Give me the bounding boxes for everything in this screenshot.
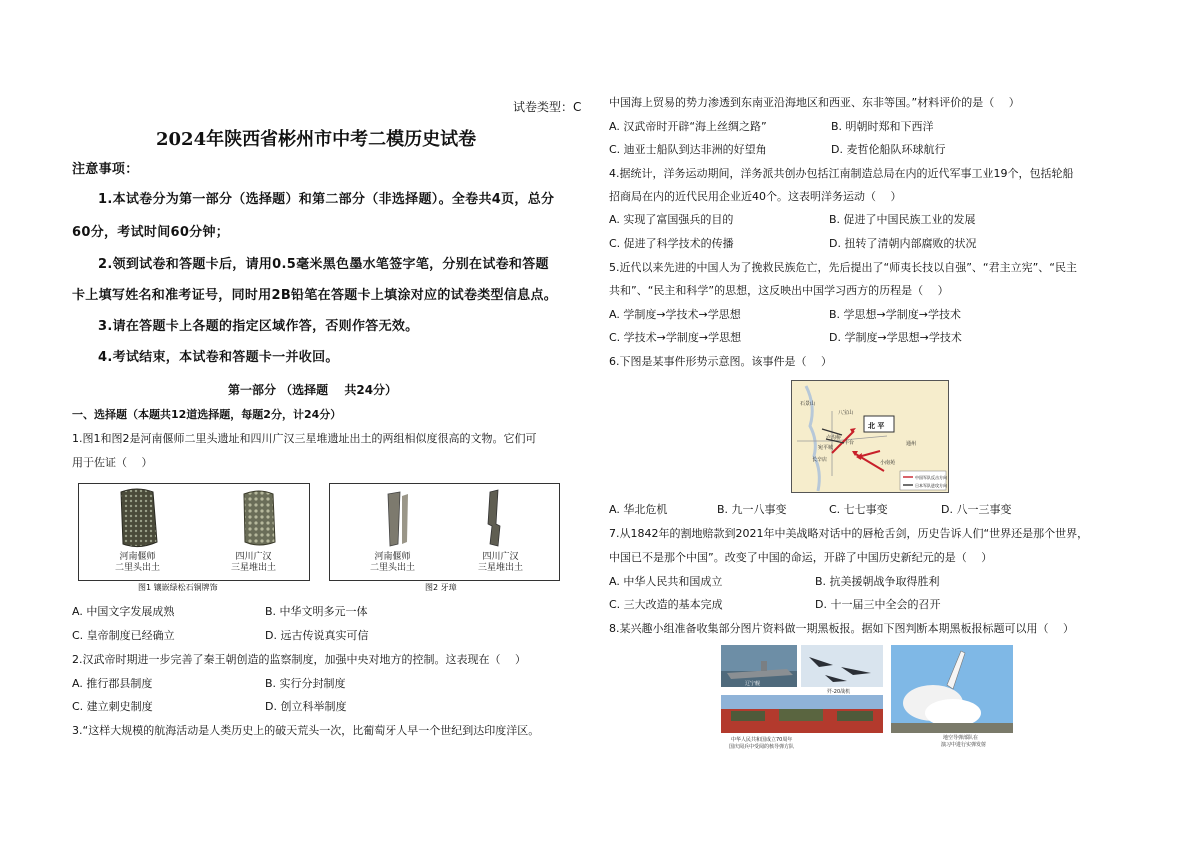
q8-photos [721, 645, 1013, 749]
q3-option-d: D. 麦哲伦船队环球航行 [831, 143, 946, 156]
q5-stem: 共和”、“民主和科学”的思想，这反映出中国学习西方的历程是（ ） [609, 284, 949, 297]
q5-option-b: B. 学思想→学制度→学技术 [829, 308, 961, 321]
map-place-label: 小南苑 [880, 460, 896, 466]
notice-line: 2.领到试卷和答题卡后，请用0.5毫米黑色墨水笔签字笔，分别在试卷和答题 [98, 257, 549, 272]
q7-option-b: B. 抗美援朝战争取得胜利 [815, 575, 940, 588]
map-place-label: 八宝山 [838, 410, 854, 416]
q1-option-a: A. 中国文字发展成熟 [72, 605, 175, 618]
q1-option-d: D. 远古传说真实可信 [265, 629, 369, 642]
q6-option-d: D. 八一三事变 [941, 503, 1012, 516]
q8-stem: 8.某兴趣小组准备收集部分图片资料做一期黑板报。据如下图判断本期黑板报标题可以用（ ） [609, 622, 1074, 635]
map-place-label: 丰台 [844, 440, 855, 446]
notice-line: 卡上填写姓名和准考证号，同时用2B铅笔在答题卡上填涂对应的试卷类型信息点。 [72, 288, 558, 303]
photo-caption: 辽宁舰 [745, 681, 761, 687]
q1-stem: 用于佐证（ ） [72, 456, 153, 469]
beiping-label: 北 平 [868, 422, 885, 430]
q4-option-c: C. 促进了科学技术的传播 [609, 237, 734, 250]
q1-option-b: B. 中华文明多元一体 [265, 605, 368, 618]
page-title: 2024年陕西省彬州市中考二模历史试卷 [156, 129, 477, 150]
map-place-label: 石景山 [800, 401, 816, 407]
q2-stem: 2.汉武帝时期进一步完善了秦王朝创造的监察制度，加强中央对地方的控制。这表现在（ ） [72, 653, 526, 666]
figure-label: 四川广汉 三星堆出土 [478, 552, 524, 573]
q3-option-b: B. 明朝时郑和下西洋 [831, 120, 934, 133]
map-place-label: 卢沟桥 [826, 435, 842, 441]
notice-heading: 注意事项： [72, 162, 139, 177]
battle-map-image [792, 381, 948, 492]
map-legend: 日本军队进攻方向 [915, 483, 947, 488]
q7-option-a: A. 中华人民共和国成立 [609, 575, 723, 588]
q2-option-a: A. 推行郡县制度 [72, 677, 153, 690]
q6-option-b: B. 九一八事变 [717, 503, 787, 516]
figure-2-caption: 图2 牙璋 [425, 583, 457, 592]
notice-line: 60分，考试时间60分钟； [72, 225, 230, 240]
q7-stem: 中国已不是那个中国”。改变了中国的命运，开辟了中国历史新纪元的是（ ） [609, 551, 993, 564]
q6-option-c: C. 七七事变 [829, 503, 888, 516]
photo-caption: 演习中进行实弹发射 [941, 742, 987, 748]
q6-map [791, 380, 949, 493]
section-heading: 一、选择题（本题共12道选择题，每题2分，计24分） [72, 408, 342, 421]
q5-stem: 5.近代以来先进的中国人为了挽救民族危亡，先后提出了“师夷长技以自强”、“君主立宪”、“民主 [609, 261, 1077, 274]
map-place-label: 宛平城 [818, 445, 834, 451]
figure-1 [78, 483, 310, 581]
exam-type: 试卷类型：C [513, 100, 582, 114]
q6-stem: 6.下图是某事件形势示意图。该事件是（ ） [609, 355, 832, 368]
q2-option-d: D. 创立科举制度 [265, 700, 347, 713]
q3-option-c: C. 迪亚士船队到达非洲的好望角 [609, 143, 767, 156]
q4-stem: 4.据统计，洋务运动期间，洋务派共创办包括江南制造总局在内的近代军事工业19个，包括轮船 [609, 167, 1074, 180]
notice-line: 1.本试卷分为第一部分（选择题）和第二部分（非选择题）。全卷共4页，总分 [98, 192, 555, 207]
q7-option-d: D. 十一届三中全会的召开 [815, 598, 941, 611]
q5-option-c: C. 学技术→学制度→学思想 [609, 331, 742, 344]
q6-option-a: A. 华北危机 [609, 503, 668, 516]
part1-heading: 第一部分 （选择题 共24分） [228, 383, 398, 397]
figure-label: 河南偃师 二里头出土 [115, 552, 161, 573]
notice-line: 3.请在答题卡上各题的指定区域作答，否则作答无效。 [98, 319, 419, 334]
q3-stem: 中国海上贸易的势力渗透到东南亚沿海地区和西亚、东非等国。”材料评价的是（ ） [609, 96, 1020, 109]
q4-option-d: D. 扭转了清朝内部腐败的状况 [829, 237, 977, 250]
figure-label: 四川广汉 三星堆出土 [231, 552, 277, 573]
map-place-label: 通州 [906, 441, 917, 447]
military-photos-image [721, 645, 1013, 749]
q3-stem: 3.“这样大规模的航海活动是人类历史上的破天荒头一次，比葡萄牙人早一个世纪到达印度洋区。 [72, 724, 540, 737]
map-place-label: 长辛店 [812, 457, 828, 463]
notice-line: 4.考试结束，本试卷和答题卡一并收回。 [98, 350, 339, 365]
bronze-plaque-image [79, 484, 309, 554]
q3-option-a: A. 汉武帝时开辟“海上丝绸之路” [609, 120, 767, 133]
q4-option-a: A. 实现了富国强兵的目的 [609, 213, 734, 226]
figure-1-caption: 图1 镶嵌绿松石铜牌饰 [138, 583, 218, 592]
q1-stem: 1.图1和图2是河南偃师二里头遗址和四川广汉三星堆遗址出土的两组相似度很高的文物。它们可 [72, 432, 537, 445]
figure-label: 河南偃师 二里头出土 [370, 552, 416, 573]
photo-caption: 国庆阅兵中受阅的核导弹方队 [729, 744, 795, 749]
q2-option-b: B. 实行分封制度 [265, 677, 346, 690]
q5-option-d: D. 学制度→学思想→学技术 [829, 331, 962, 344]
q7-option-c: C. 三大改造的基本完成 [609, 598, 723, 611]
figure-2 [329, 483, 560, 581]
q7-stem: 7.从1842年的割地赔款到2021年中美战略对话中的唇枪舌剑，历史告诉人们“世界还是那个世界， [609, 527, 1089, 540]
q4-stem: 招商局在内的近代民用企业近40个。这表明洋务运动（ ） [609, 190, 902, 203]
photo-caption: 中华人民共和国成立70周年 [731, 737, 793, 743]
q5-option-a: A. 学制度→学技术→学思想 [609, 308, 741, 321]
q2-option-c: C. 建立刺史制度 [72, 700, 153, 713]
q4-option-b: B. 促进了中国民族工业的发展 [829, 213, 976, 226]
photo-caption: 地空导弹部队在 [943, 735, 979, 741]
photo-caption: 歼-20战机 [827, 689, 851, 695]
yazhang-image [330, 484, 559, 554]
q1-option-c: C. 皇帝制度已经确立 [72, 629, 175, 642]
map-legend: 中国军队反击方向 [915, 475, 947, 480]
